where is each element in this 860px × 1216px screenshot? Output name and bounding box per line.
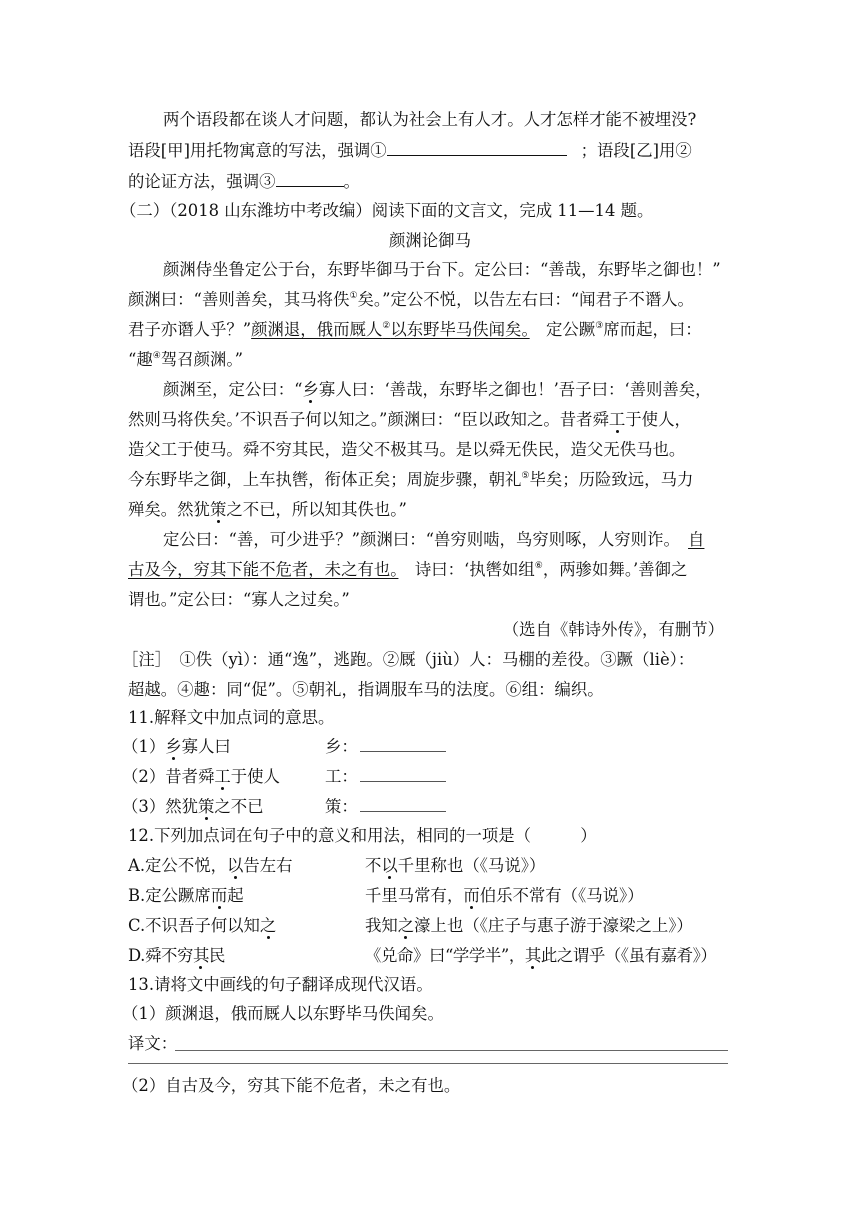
text: 濠上也（《庄子与惠子游于濠梁之上》）: [414, 916, 693, 935]
dotted-word: 其: [192, 946, 209, 965]
footnote-marker: ⑤: [521, 471, 530, 481]
dotted-word: 其: [524, 946, 541, 965]
dotted-word: 策: [198, 797, 215, 816]
text: 千里称也（《马说》）: [397, 856, 546, 875]
text: 昔者舜: [165, 767, 215, 786]
dotted-word: 以: [227, 856, 244, 875]
article-line: [163, 528, 732, 552]
text: 此之谓乎（《虽有嘉肴》）: [540, 946, 717, 965]
text: 之不已，所以知其佚也。”: [226, 500, 407, 519]
translation-label: 译文：: [128, 1034, 178, 1053]
text: ，两骖如舞。’善御之: [542, 560, 688, 579]
text: 颜渊退，俄而厩人: [251, 320, 383, 339]
text: B.定公蹶席: [128, 886, 211, 905]
question-13-title: 13.请将文中画线的句子翻译成现代汉语。: [128, 975, 433, 994]
text: C.不识吾子何以知: [128, 916, 260, 935]
text: 然则马将佚矣。’不识吾子何以知之。”颜渊曰：“臣以政知之。昔者舜: [128, 410, 609, 429]
answer-key: 乡：: [325, 737, 358, 756]
question-11-title: 11.解释文中加点词的意思。: [128, 708, 335, 727]
footnote-marker: ⑥: [534, 561, 543, 571]
article-line: 造父工于使马。舜不穷其民，造父不极其马。是以舜无佚民，造父无佚马也。: [128, 440, 686, 459]
q12-option-a[interactable]: [128, 854, 732, 878]
text: 。: [343, 172, 360, 191]
q12-option-d[interactable]: [128, 944, 732, 968]
article-line: [128, 408, 732, 432]
answer-blank[interactable]: [360, 795, 446, 812]
article-line: [128, 288, 732, 312]
text: 千里马常有，: [365, 886, 464, 905]
text: A.定公不悦，: [128, 856, 227, 875]
answer-key: 策：: [325, 797, 358, 816]
text: 寡人曰：‘善哉，东野毕之御也！’吾子曰：‘善则善矣，: [318, 380, 712, 399]
dotted-word: 而: [210, 886, 228, 905]
text: 毕矣；历险致远，马力: [529, 470, 694, 489]
q13-sentence-1: （1）颜渊退，俄而厩人以东野毕马佚闻矣。: [122, 1004, 444, 1023]
footnote-marker: ④: [152, 351, 161, 361]
text: 今东野毕之御，上车执辔，衔体正矣；周旋步骤，朝礼: [128, 470, 522, 489]
text: 以东野毕马佚闻矣。: [390, 320, 530, 339]
text: ；语段[乙]用②: [580, 141, 692, 160]
note-line: 超越。④趣：同“促”。⑤朝礼，指调服车马的法度。⑥组：编织。: [128, 680, 604, 699]
answer-line[interactable]: [128, 1063, 728, 1064]
q11-item: [122, 765, 726, 789]
text: 于使人: [230, 767, 280, 786]
dotted-word: 以: [381, 856, 398, 875]
article-line: 谓也。”定公曰：“寡人之过矣。”: [128, 590, 350, 609]
dotted-word: 而: [463, 886, 480, 905]
dotted-word: 策: [209, 500, 227, 519]
note-line: ［注］ ①佚（yì）：通“逸”，逃跑。②厩（jiù）人：马棚的差役。③蹶（liè）：: [122, 650, 695, 669]
item-number: （1）: [122, 737, 166, 756]
article-title: 颜渊论御马: [389, 231, 471, 250]
text: 伯乐不常有（《马说》）: [479, 886, 644, 905]
article-line: [128, 558, 732, 582]
text: 然犹: [165, 797, 198, 816]
answer-key: 工：: [325, 767, 358, 786]
paragraph-line: 两个语段都在谈人才问题，都认为社会上有人才。人才怎样才能不被埋没?: [163, 110, 697, 129]
answer-blank[interactable]: [360, 765, 446, 782]
text: 驾召颜渊。”: [160, 350, 243, 369]
dotted-word: 工: [608, 410, 626, 429]
text: 语段[甲]用托物寓意的写法，强调①: [128, 141, 387, 160]
article-line: [128, 468, 732, 492]
answer-line[interactable]: [175, 1050, 728, 1051]
text: 告左右: [243, 856, 293, 875]
text: 殚矣。然犹: [128, 500, 210, 519]
text: 于使人，: [625, 410, 691, 429]
question-12-title: 12.下列加点词在句子中的意义和用法，相同的一项是（ ）: [128, 826, 597, 845]
dotted-word: 之: [259, 916, 277, 935]
underlined-sentence: [251, 320, 530, 339]
footnote-marker: ①: [349, 291, 358, 301]
underlined-sentence: 古及今，穷其下能不危者，未之有也。: [128, 560, 399, 579]
q12-option-c[interactable]: [128, 914, 732, 938]
text: 定公蹶: [546, 320, 596, 339]
text: 《兑命》曰“学学半”，: [365, 946, 525, 965]
item-number: （2）: [122, 767, 166, 786]
q11-item: [122, 735, 726, 759]
article-line: [128, 498, 732, 522]
q11-item: [122, 795, 726, 819]
text: 寡人曰: [181, 737, 231, 756]
item-number: （3）: [122, 797, 166, 816]
paragraph-line: [128, 170, 732, 194]
dotted-word: 之: [397, 916, 415, 935]
q13-sentence-2: （2）自古及今，穷其下能不危者，未之有也。: [122, 1076, 461, 1095]
article-line: 颜渊侍坐鲁定公于台，东野毕御马于台下。定公曰：“善哉，东野毕之御也！”: [163, 260, 721, 279]
text: 我知: [365, 916, 398, 935]
text: 君子亦谮人乎？”: [128, 320, 252, 339]
dotted-word: 乡: [165, 737, 182, 756]
article-line: [163, 378, 732, 402]
answer-blank[interactable]: [360, 735, 446, 752]
text: 颜渊曰：“善则善矣，其马将佚: [128, 290, 350, 309]
footnote-marker: ③: [595, 321, 604, 331]
text: 诗曰：‘执辔如组: [414, 560, 535, 579]
source-citation: （选自《韩诗外传》，有删节）: [502, 620, 724, 639]
article-line: [128, 318, 732, 342]
text: 席而起，曰：: [603, 320, 702, 339]
section-header: （二）（2018 山东潍坊中考改编）阅读下面的文言文，完成 11—14 题。: [120, 201, 654, 220]
answer-blank[interactable]: [387, 139, 567, 156]
text: 起: [227, 886, 244, 905]
text: 民: [208, 946, 225, 965]
q12-option-b[interactable]: [128, 884, 732, 908]
footnote-marker: ②: [382, 321, 391, 331]
underlined-sentence: 自: [688, 530, 705, 549]
answer-blank[interactable]: [276, 170, 344, 187]
text: 之不已: [214, 797, 264, 816]
text: 的论证方法，强调③: [128, 172, 276, 191]
paragraph-line: [128, 139, 732, 163]
dotted-word: 乡: [302, 380, 319, 399]
text: 颜渊至，定公曰：“: [163, 380, 303, 399]
text: “趣: [128, 350, 153, 369]
text: 定公曰：“善，可少进乎？”颜渊曰：“兽穷则啮，鸟穷则啄，人穷则诈。: [163, 530, 672, 549]
article-line: [128, 348, 732, 372]
text: 不: [365, 856, 382, 875]
text: D.舜不穷: [128, 946, 193, 965]
text: 矣。”定公不悦，以告左右曰：“闻君子不谮人。: [357, 290, 694, 309]
dotted-word: 工: [214, 767, 231, 786]
